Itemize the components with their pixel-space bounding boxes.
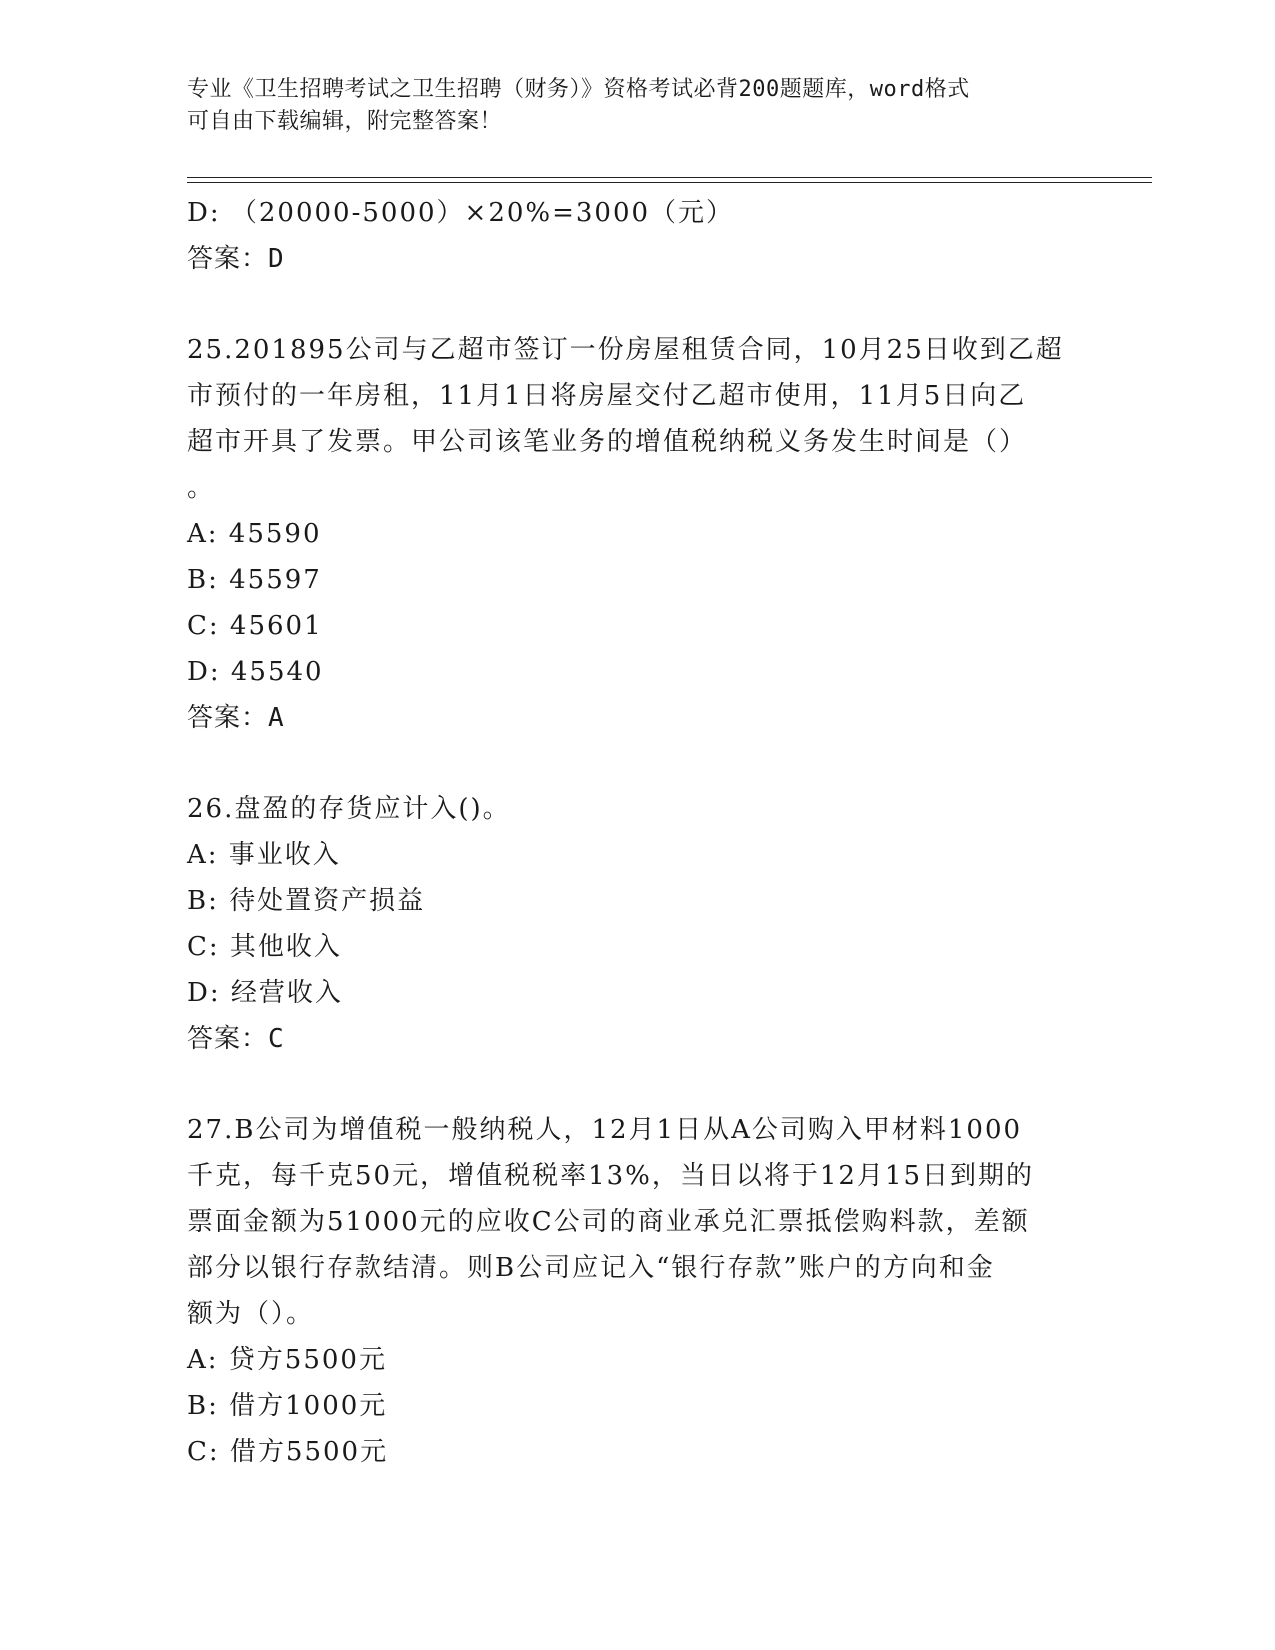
q27-stem-line-3: 票面金额为51000元的应收C公司的商业承兑汇票抵偿购料款，差额 — [187, 1207, 1030, 1237]
header-divider-bottom — [187, 182, 1152, 183]
header-title-line-2: 可自由下载编辑，附完整答案！ — [187, 109, 503, 134]
q26-answer: 答案：C — [187, 1024, 285, 1054]
question-25 — [187, 327, 1087, 741]
q26-option-d: D: 经营收入 — [187, 978, 343, 1008]
q27-option-c: C: 借方5500元 — [187, 1437, 389, 1467]
q27-stem-line-1: 27.B公司为增值税一般纳税人，12月1日从A公司购入甲材料1000 — [187, 1115, 1023, 1145]
q27-stem-line-5: 额为（）。 — [187, 1299, 315, 1329]
q25-option-d: D: 45540 — [187, 657, 324, 687]
spacer — [187, 282, 1087, 327]
q25-stem-line-3: 超市开具了发票。甲公司该笔业务的增值税纳税义务发生时间是（） — [187, 427, 1028, 457]
q26-option-b: B: 待处置资产损益 — [187, 886, 426, 916]
question-27 — [187, 1107, 1087, 1475]
q26-stem-line-1: 26.盘盈的存货应计入()。 — [187, 794, 511, 824]
q27-stem-line-2: 千克，每千克50元，增值税税率13%，当日以将于12月15日到期的 — [187, 1161, 1035, 1191]
q27-stem-line-4: 部分以银行存款结清。则B公司应记入“银行存款”账户的方向和金 — [187, 1253, 995, 1283]
spacer — [187, 741, 1087, 786]
q25-stem-line-1: 25.201895公司与乙超市签订一份房屋租赁合同，10月25日收到乙超 — [187, 335, 1064, 365]
q26-option-c: C: 其他收入 — [187, 932, 342, 962]
header-title-line-1: 专业《卫生招聘考试之卫生招聘（财务）》资格考试必背200题题库，word格式 — [187, 77, 970, 102]
q25-stem-line-2: 市预付的一年房租，11月1日将房屋交付乙超市使用，11月5日向乙 — [187, 381, 1027, 411]
q25-option-b: B: 45597 — [187, 565, 322, 595]
q27-option-b: B: 借方1000元 — [187, 1391, 388, 1421]
spacer — [187, 1062, 1087, 1107]
q25-option-a: A: 45590 — [187, 519, 322, 549]
header-divider-top — [187, 177, 1152, 178]
q25-option-c: C: 45601 — [187, 611, 323, 641]
question-content — [187, 190, 1087, 1475]
prev-answer: 答案：D — [187, 244, 285, 274]
q25-stem-line-4: 。 — [187, 473, 216, 503]
q26-option-a: A: 事业收入 — [187, 840, 341, 870]
q27-option-a: A: 贷方5500元 — [187, 1345, 387, 1375]
q25-answer: 答案：A — [187, 703, 285, 733]
question-26 — [187, 786, 1087, 1062]
page-header — [187, 74, 1087, 138]
prev-option-d: D: （20000-5000）×20%=3000（元） — [187, 198, 735, 228]
